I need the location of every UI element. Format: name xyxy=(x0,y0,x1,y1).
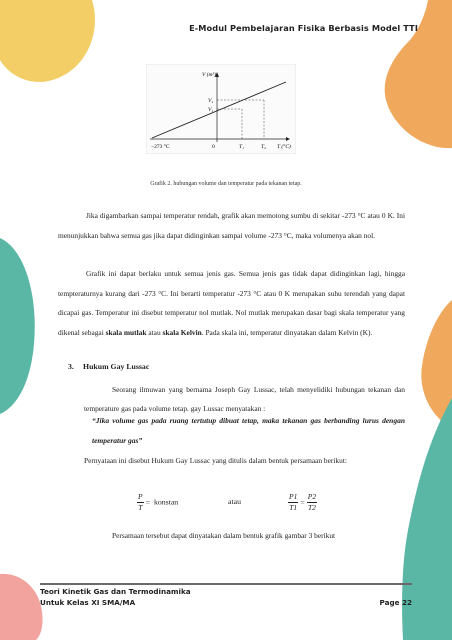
equation-p1t1-p2t2 xyxy=(288,492,317,513)
blob-bottom-left-pink xyxy=(0,574,43,640)
label-t1: T₁ xyxy=(239,144,244,150)
label-minus-273: −273 °C xyxy=(151,144,170,150)
paragraph-2-text-c: atau xyxy=(146,327,163,337)
footer-line-1: Teori Kinetik Gas dan Termodinamika xyxy=(40,587,191,596)
footer-line-2: Untuk Kelas XI SMA/MA xyxy=(40,598,136,607)
page-number: Page 22 xyxy=(379,598,412,607)
paragraph-2-text-e: . Pada skala ini, temperatur dinyatakan dalam Kelvin (K). xyxy=(201,327,373,337)
denominator-t1: T1 xyxy=(289,503,298,512)
blob-left-teal xyxy=(0,238,35,414)
page-footer xyxy=(40,586,412,608)
constant-word: konstan xyxy=(152,497,179,507)
label-t2: T₂ xyxy=(261,144,266,150)
y-axis-label: V (m³) xyxy=(202,72,216,78)
paragraph-4: Pernyataan ini disebut Hukum Gay Lussac yang ditulis dalam bentuk persamaan berikut: xyxy=(84,456,347,465)
numerator-p: P xyxy=(138,492,143,501)
section-title: Hukum Gay Lussac xyxy=(83,362,150,371)
law-statement-quote: “Jika volume gas pada ruang tertutup dibuat tetap, maka tekanan gas berbanding lurus dengan temperatur gas” xyxy=(92,416,405,445)
blob-top-left-yellow xyxy=(0,0,95,82)
equals-sign: = xyxy=(145,498,150,507)
numerator-p2: P2 xyxy=(307,492,317,501)
label-v1: V₁ xyxy=(208,107,214,113)
paragraph-5: Persamaan tersebut dapat dinyatakan dalam bentuk grafik gambar 3 berikut xyxy=(112,531,336,540)
term-skala-mutlak: skala mutlak xyxy=(105,327,147,337)
volume-temperature-graph xyxy=(146,64,296,154)
section-heading xyxy=(68,362,149,371)
equals-sign-2: = xyxy=(300,498,305,507)
paragraph-2 xyxy=(58,264,405,342)
word-atau: atau xyxy=(228,497,241,506)
figure-caption: Grafik 2. hubungan volume dan temperatur pada tekanan tetap. xyxy=(150,181,302,187)
fraction-p2-t2 xyxy=(307,492,317,513)
label-v2: V₂ xyxy=(208,98,214,104)
equation-p-over-t xyxy=(137,492,178,513)
paragraph-1: Jika digambarkan sampai temperatur rendah, grafik akan memotong sumbu di sekitar -273 °C atau 0 K. Ini menunjukkan bahwa semua gas jika dapat didinginkan sampai volume -273 °C, maka volumenya akan nol. xyxy=(58,211,405,240)
label-zero: 0 xyxy=(212,144,215,150)
section-number: 3. xyxy=(68,362,74,371)
denominator-t2: T2 xyxy=(307,503,316,512)
denominator-t: T xyxy=(138,503,143,512)
term-skala-kelvin: skala Kelvin xyxy=(162,327,202,337)
paragraph-3: Seorang ilmuwan yang bernama Joseph Gay Lussac, telah menyelidiki hubungan tekanan dan temperature gas pada volume tetap. gay Lussac menyatakan : xyxy=(84,385,405,413)
fraction-p-t xyxy=(137,492,144,513)
page-header: E-Modul Pembelajaran Fisika Berbasis Model TTI xyxy=(189,23,418,33)
fraction-p1-t1 xyxy=(288,492,298,513)
footer-divider xyxy=(40,583,412,585)
x-axis-label: T (°C) xyxy=(277,144,291,150)
paragraph-2-text-a: Grafik ini dapat berlaku untuk semua jenis gas. Semua jenis gas tidak dapat didinginkan lagi, hingga tempteraturnya kurang dari -273 °C. Ini berarti temperatur -273 °C atau 0 K merupakan suhu terendah yang dapat dicapai gas. Temperatur ini disebut temperatur nol mutlak. Nol mutlak merupakan dasar bagi skala temperatur yang dikenal sebagai xyxy=(58,269,405,337)
numerator-p1: P1 xyxy=(289,492,298,501)
